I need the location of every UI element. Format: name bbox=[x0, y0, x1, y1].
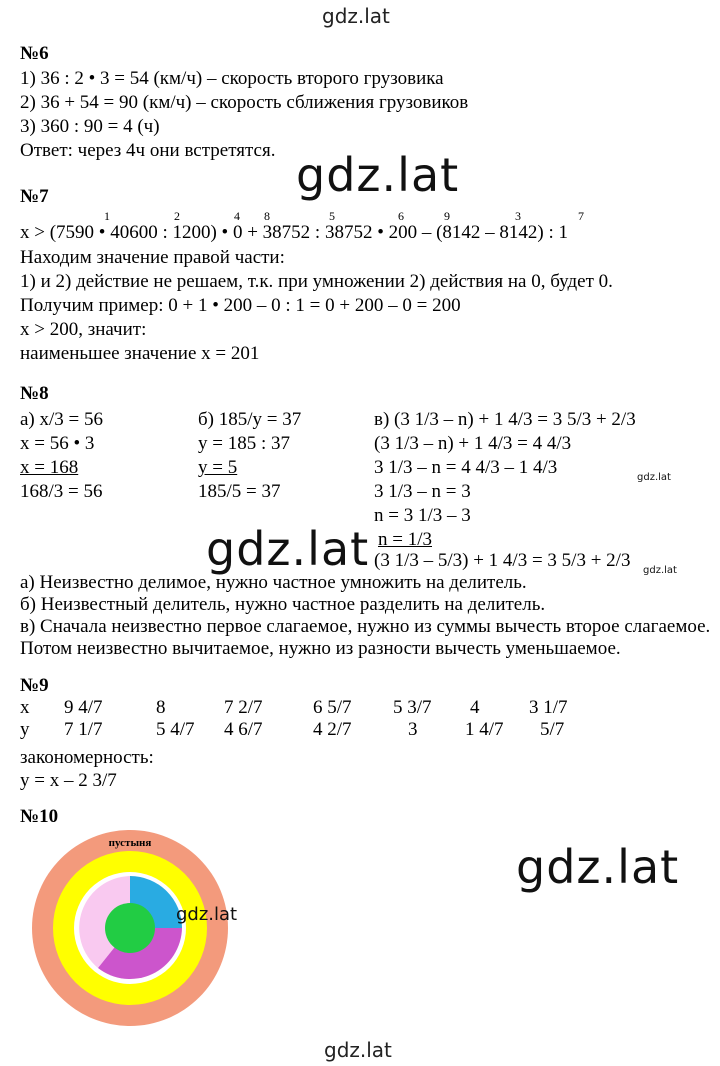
task7-line-3: Получим пример: 0 + 1 • 200 – 0 : 1 = 0 + 200 – 0 = 200 bbox=[20, 295, 461, 316]
task9-y-7: 5/7 bbox=[540, 719, 565, 740]
task7-line-4: x > 200, значит: bbox=[20, 319, 147, 340]
task8-title: №8 bbox=[20, 383, 49, 404]
task9-y-4: 4 2/7 bbox=[313, 719, 352, 740]
task7-order-8: 8 bbox=[264, 209, 270, 223]
task7-line-5: наименьшее значение x = 201 bbox=[20, 343, 260, 364]
task8-b-line-2: y = 185 : 37 bbox=[198, 433, 290, 454]
center-circle bbox=[105, 903, 155, 953]
task8-a-line-1: а) x/3 = 56 bbox=[20, 409, 104, 430]
task8-note-b: б) Неизвестный делитель, нужно частное разделить на делитель. bbox=[20, 594, 546, 615]
task7-line-2: 1) и 2) действие не решаем, т.к. при умножении 2) действия на 0, будет 0. bbox=[20, 271, 613, 292]
task9-x-6: 4 bbox=[470, 697, 480, 718]
task7-order-1: 1 bbox=[104, 209, 110, 223]
task9-y-6: 1 4/7 bbox=[465, 719, 504, 740]
task7-line-1: Находим значение правой части: bbox=[20, 247, 285, 268]
task6-line-3: 3) 360 : 90 = 4 (ч) bbox=[20, 116, 160, 137]
task7-order-5: 5 bbox=[329, 209, 335, 223]
task8-c-line-1: в) (3 1/3 – n) + 1 4/3 = 3 5/3 + 2/3 bbox=[374, 409, 636, 430]
task9-x-3: 7 2/7 bbox=[224, 697, 263, 718]
task8-note-c2: Потом неизвестно вычитаемое, нужно из разности вычесть уменьшаемое. bbox=[20, 638, 621, 659]
task9-pattern-formula: y = x – 2 3/7 bbox=[20, 770, 117, 791]
watermark-small-1: gdz.lat bbox=[637, 472, 671, 483]
desert-label: пустыня bbox=[108, 837, 152, 849]
task7-order-3: 3 bbox=[515, 209, 521, 223]
task9-y-label: y bbox=[20, 719, 30, 740]
task9-pattern-label: закономерность: bbox=[20, 747, 154, 768]
task7-order-4: 4 bbox=[234, 209, 240, 223]
watermark-big-1: gdz.lat bbox=[296, 148, 460, 202]
task8-a-check: 168/3 = 56 bbox=[20, 481, 103, 502]
task6-line-1: 1) 36 : 2 • 3 = 54 (км/ч) – скорость второго грузовика bbox=[20, 68, 444, 89]
watermark-chart: gdz.lat bbox=[176, 904, 238, 925]
task8-c-check: (3 1/3 – 5/3) + 1 4/3 = 3 5/3 + 2/3 bbox=[374, 550, 631, 571]
task6-line-2: 2) 36 + 54 = 90 (км/ч) – скорость сближения грузовиков bbox=[20, 92, 469, 113]
task9-y-5: 3 bbox=[408, 719, 418, 740]
task6-answer: Ответ: через 4ч они встретятся. bbox=[20, 140, 276, 161]
task8-a-answer: x = 168 bbox=[20, 457, 79, 478]
task9-x-7: 3 1/7 bbox=[529, 697, 568, 718]
task8-b-line-1: б) 185/y = 37 bbox=[198, 409, 302, 430]
task6-title: №6 bbox=[20, 43, 49, 64]
task10-title: №10 bbox=[20, 806, 59, 827]
task8-b-check: 185/5 = 37 bbox=[198, 481, 281, 502]
task9-title: №9 bbox=[20, 675, 49, 696]
task7-title: №7 bbox=[20, 186, 49, 207]
task8-c-answer: n = 1/3 bbox=[378, 529, 432, 550]
task8-note-a: а) Неизвестно делимое, нужно частное умножить на делитель. bbox=[20, 572, 527, 593]
watermark-big-3: gdz.lat bbox=[516, 840, 680, 894]
task9-x-5: 5 3/7 bbox=[393, 697, 432, 718]
task9-x-2: 8 bbox=[156, 697, 166, 718]
task9-x-label: x bbox=[20, 697, 30, 718]
task8-c-line-4: 3 1/3 – n = 3 bbox=[374, 481, 471, 502]
task8-a-line-2: x = 56 • 3 bbox=[20, 433, 95, 454]
watermark-top: gdz.lat bbox=[322, 4, 390, 28]
watermark-big-2: gdz.lat bbox=[206, 522, 370, 576]
task7-order-7: 7 bbox=[578, 209, 584, 223]
task8-c-line-3: 3 1/3 – n = 4 4/3 – 1 4/3 bbox=[374, 457, 558, 478]
task8-b-answer: y = 5 bbox=[198, 457, 238, 478]
task9-y-1: 7 1/7 bbox=[64, 719, 103, 740]
watermark-small-2: gdz.lat bbox=[643, 565, 677, 576]
task9-x-1: 9 4/7 bbox=[64, 697, 103, 718]
task7-expression: x > (7590 • 40600 : 1200) • 0 + 38752 : 38752 • 200 – (8142 – 8142) : 1 bbox=[20, 222, 569, 243]
watermark-bottom: gdz.lat bbox=[324, 1038, 392, 1062]
task9-x-4: 6 5/7 bbox=[313, 697, 352, 718]
task9-y-2: 5 4/7 bbox=[156, 719, 195, 740]
task7-order-2: 2 bbox=[174, 209, 180, 223]
task8-note-c: в) Сначала неизвестно первое слагаемое, нужно из суммы вычесть второе слагаемое. bbox=[20, 616, 711, 637]
zones-diagram bbox=[30, 828, 230, 1028]
task7-order-9: 9 bbox=[444, 209, 450, 223]
task9-y-3: 4 6/7 bbox=[224, 719, 263, 740]
task7-order-6: 6 bbox=[398, 209, 404, 223]
task8-c-line-2: (3 1/3 – n) + 1 4/3 = 4 4/3 bbox=[374, 433, 572, 454]
task8-c-line-5: n = 3 1/3 – 3 bbox=[374, 505, 471, 526]
